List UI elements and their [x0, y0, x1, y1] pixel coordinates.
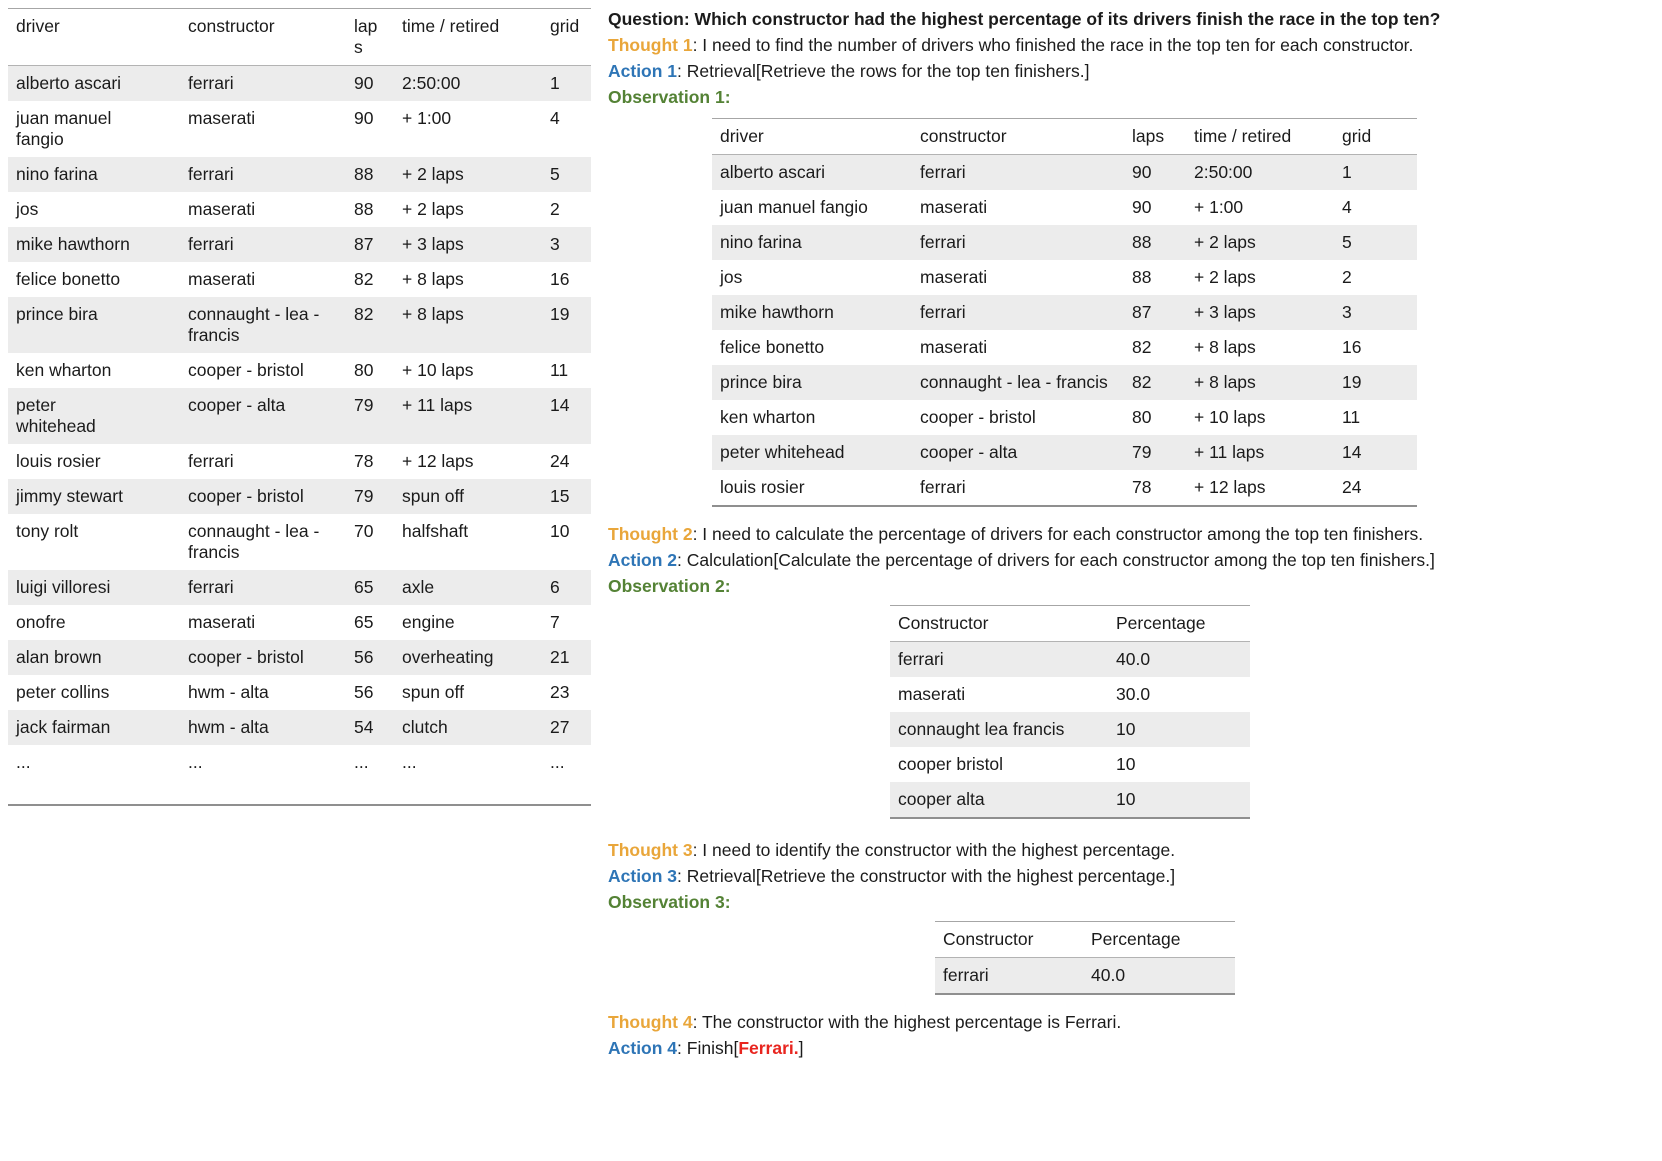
- observation-3-label: Observation 3:: [608, 892, 731, 912]
- column-header-constructor: constructor: [912, 119, 1124, 155]
- table-cell: 7: [550, 612, 560, 632]
- table-row: [890, 712, 1250, 747]
- table-cell: axle: [402, 577, 435, 597]
- race-results-table: [8, 9, 591, 780]
- thought-1-label: Thought 1: [608, 35, 693, 55]
- table-row: [935, 958, 1235, 994]
- action-4-line: [608, 1035, 1652, 1061]
- table-cell: 65: [354, 612, 374, 632]
- table-row: [890, 747, 1250, 782]
- action-3-text: Retrieval[Retrieve the constructor with the highest percentage.]: [686, 866, 1176, 886]
- column-header-time-retired: time / retired: [394, 9, 542, 66]
- table-cell: louis rosier: [720, 477, 805, 497]
- action-4-prefix: Finish[: [686, 1038, 739, 1058]
- table-cell: connaught - lea - francis: [188, 521, 320, 562]
- table-cell: spun off: [402, 682, 464, 702]
- table-cell: 56: [354, 682, 374, 702]
- observation-1-label: Observation 1:: [608, 87, 731, 107]
- observation-2-table: [890, 606, 1250, 817]
- table-cell: ...: [16, 752, 31, 772]
- table-cell: 1: [550, 73, 560, 93]
- table-cell: 2:50:00: [1194, 162, 1253, 182]
- table-cell: 21: [550, 647, 570, 667]
- table-cell: cooper alta: [898, 789, 985, 809]
- table-cell: + 11 laps: [402, 395, 473, 415]
- table-cell: alberto ascari: [720, 162, 826, 182]
- table-row: [8, 605, 591, 640]
- table-cell: mike hawthorn: [16, 234, 130, 254]
- thought-3-text: I need to identify the constructor with the highest percentage.: [702, 840, 1176, 860]
- table-cell: 16: [1342, 337, 1362, 357]
- column-header-time-retired: time / retired: [1186, 119, 1334, 155]
- table-row: [712, 155, 1417, 191]
- table-cell: 11: [550, 360, 569, 380]
- column-header-driver: driver: [712, 119, 912, 155]
- table-cell: 1: [1342, 162, 1352, 182]
- table-cell: 10: [1116, 719, 1136, 739]
- table-row: [8, 353, 591, 388]
- table-cell: peter collins: [16, 682, 110, 702]
- table-cell: 90: [354, 108, 374, 128]
- table-cell: ferrari: [188, 164, 234, 184]
- table-row: [8, 157, 591, 192]
- action-3-label: Action 3: [608, 866, 678, 886]
- table-cell: 14: [1342, 442, 1362, 462]
- table-cell: 82: [354, 304, 374, 324]
- table-cell: 80: [1132, 407, 1152, 427]
- table-cell: cooper bristol: [898, 754, 1004, 774]
- table-row: [712, 295, 1417, 330]
- question-line: [608, 6, 1652, 32]
- table-cell: cooper - bristol: [188, 486, 304, 506]
- table-cell: felice bonetto: [16, 269, 121, 289]
- table-cell: 70: [354, 521, 374, 541]
- table-cell: 78: [354, 451, 374, 471]
- table-cell: 87: [1132, 302, 1152, 322]
- table-cell: prince bira: [16, 304, 98, 324]
- table-cell: peter whitehead: [720, 442, 845, 462]
- table-row: [8, 444, 591, 479]
- table-cell: ken wharton: [16, 360, 112, 380]
- table-cell: halfshaft: [402, 521, 469, 541]
- table-row: [8, 570, 591, 605]
- table-cell: + 3 laps: [402, 234, 464, 254]
- table-row: [8, 66, 591, 102]
- column-header-driver: driver: [8, 9, 180, 66]
- table-cell: maserati: [920, 267, 988, 287]
- table-cell: + 10 laps: [402, 360, 474, 380]
- question-text: Which constructor had the highest percentage of its drivers finish the race in the top ten?: [694, 9, 1441, 29]
- table-header-row: [8, 9, 591, 66]
- table-cell: ferrari: [920, 232, 966, 252]
- table-cell: 87: [354, 234, 374, 254]
- table-row: [712, 225, 1417, 260]
- table-cell: nino farina: [16, 164, 98, 184]
- table-row: [712, 470, 1417, 505]
- column-header-laps: laps: [1124, 119, 1186, 155]
- table-row: [8, 227, 591, 262]
- table-cell: 90: [354, 73, 374, 93]
- table-row: [8, 640, 591, 675]
- table-cell: 15: [550, 486, 570, 506]
- race-results-panel: [8, 6, 608, 1061]
- table-cell: 24: [550, 451, 570, 471]
- table-header-row: [712, 119, 1417, 155]
- table-cell: 2:50:00: [402, 73, 461, 93]
- table-cell: 40.0: [1116, 649, 1151, 669]
- table-cell: peter whitehead: [16, 395, 96, 436]
- thought-3-label: Thought 3: [608, 840, 693, 860]
- table-header-row: [935, 922, 1235, 958]
- table-cell: 24: [1342, 477, 1362, 497]
- thought-1-text: I need to find the number of drivers who finished the race in the top ten for each constructor.: [702, 35, 1414, 55]
- table-cell: cooper - bristol: [188, 360, 304, 380]
- table-cell: + 8 laps: [1194, 337, 1256, 357]
- label-separator: :: [692, 524, 703, 544]
- table-row: [8, 745, 591, 780]
- label-separator: :: [677, 866, 687, 886]
- column-header-constructor: constructor: [180, 9, 346, 66]
- label-separator: :: [692, 35, 703, 55]
- table-row: [712, 435, 1417, 470]
- table-cell: 30.0: [1116, 684, 1151, 704]
- table-cell: ...: [188, 752, 203, 772]
- table-cell: 80: [354, 360, 374, 380]
- table-cell: 11: [1342, 407, 1361, 427]
- table-cell: 4: [550, 108, 560, 128]
- table-row: [8, 388, 591, 444]
- table-cell: 65: [354, 577, 374, 597]
- table-cell: ferrari: [943, 965, 989, 985]
- observation-2-label: Observation 2:: [608, 576, 731, 596]
- table-cell: maserati: [920, 337, 988, 357]
- table-cell: 19: [550, 304, 570, 324]
- table-row: [712, 190, 1417, 225]
- table-cell: cooper - bristol: [188, 647, 304, 667]
- column-header-percentage: Percentage: [1083, 922, 1235, 958]
- table-cell: alberto ascari: [16, 73, 122, 93]
- action-2-label: Action 2: [608, 550, 678, 570]
- table-cell: 88: [354, 199, 374, 219]
- thought-3-line: [608, 837, 1652, 863]
- table-row: [712, 400, 1417, 435]
- column-header-laps: laps: [346, 9, 394, 66]
- table-row: [712, 260, 1417, 295]
- table-row: [8, 262, 591, 297]
- table-cell: ferrari: [188, 73, 234, 93]
- table-cell: maserati: [188, 199, 256, 219]
- table-row: [8, 297, 591, 353]
- table-cell: ferrari: [188, 577, 234, 597]
- table-cell: ferrari: [898, 649, 944, 669]
- table-cell: alan brown: [16, 647, 102, 667]
- table-cell: 19: [1342, 372, 1362, 392]
- table-cell: maserati: [898, 684, 966, 704]
- action-2-line: [608, 547, 1652, 573]
- table-cell: 5: [550, 164, 560, 184]
- final-answer: Ferrari.: [738, 1038, 799, 1058]
- table-cell: ferrari: [188, 234, 234, 254]
- label-separator: :: [692, 1012, 702, 1032]
- observation-3-line: [608, 889, 1652, 915]
- action-4-suffix: ]: [798, 1038, 804, 1058]
- table-cell: + 3 laps: [1194, 302, 1256, 322]
- observation-1-table: [712, 119, 1417, 505]
- action-4-label: Action 4: [608, 1038, 678, 1058]
- table-cell: 10: [1116, 754, 1136, 774]
- table-cell: spun off: [402, 486, 464, 506]
- table-cell: 40.0: [1091, 965, 1126, 985]
- table-cell: 79: [354, 395, 374, 415]
- table-cell: ...: [550, 752, 565, 772]
- table-cell: 82: [1132, 372, 1152, 392]
- table-cell: jos: [720, 267, 743, 287]
- thought-4-label: Thought 4: [608, 1012, 693, 1032]
- table-cell: ...: [354, 752, 369, 772]
- table-cell: + 8 laps: [1194, 372, 1256, 392]
- table-cell: hwm - alta: [188, 717, 269, 737]
- table-cell: 88: [1132, 232, 1152, 252]
- action-2-text: Calculation[Calculate the percentage of drivers for each constructor among the top ten finishers.]: [686, 550, 1435, 570]
- thought-2-line: [608, 521, 1652, 547]
- table-cell: + 2 laps: [402, 164, 464, 184]
- table-cell: 3: [1342, 302, 1352, 322]
- table-row: [8, 479, 591, 514]
- label-separator: :: [677, 61, 687, 81]
- label-separator: :: [677, 550, 687, 570]
- table-cell: clutch: [402, 717, 448, 737]
- question-label: Question: [608, 9, 684, 29]
- table-cell: 82: [1132, 337, 1152, 357]
- table-cell: + 1:00: [1194, 197, 1244, 217]
- table-cell: cooper - alta: [920, 442, 1018, 462]
- observation-2-table-wrap: [890, 605, 1250, 819]
- table-cell: 78: [1132, 477, 1152, 497]
- observation-1-table-wrap: [712, 118, 1417, 507]
- table-cell: connaught lea francis: [898, 719, 1065, 739]
- table-row: [8, 514, 591, 570]
- table-row: [8, 101, 591, 157]
- table-row: [890, 642, 1250, 678]
- table-cell: + 11 laps: [1194, 442, 1265, 462]
- table-cell: ferrari: [920, 162, 966, 182]
- reasoning-trace: [608, 6, 1652, 1061]
- table-cell: ferrari: [188, 451, 234, 471]
- table-cell: + 12 laps: [402, 451, 474, 471]
- table-cell: 5: [1342, 232, 1352, 252]
- table-cell: 82: [354, 269, 374, 289]
- observation-2-table-body: [890, 642, 1250, 818]
- table-cell: juan manuel fangio: [16, 108, 112, 149]
- table-cell: maserati: [188, 269, 256, 289]
- table-row: [890, 782, 1250, 817]
- table-cell: 90: [1132, 197, 1152, 217]
- table-cell: ...: [402, 752, 417, 772]
- thought-2-label: Thought 2: [608, 524, 693, 544]
- race-results-table-body: [8, 66, 591, 781]
- label-separator: :: [683, 9, 695, 29]
- table-cell: cooper - alta: [188, 395, 286, 415]
- table-cell: 10: [550, 521, 570, 541]
- table-row: [8, 192, 591, 227]
- table-row: [890, 677, 1250, 712]
- table-cell: + 1:00: [402, 108, 452, 128]
- table-cell: 79: [1132, 442, 1152, 462]
- action-1-label: Action 1: [608, 61, 678, 81]
- thought-1-line: [608, 32, 1652, 58]
- table-cell: + 10 laps: [1194, 407, 1266, 427]
- observation-3-table-wrap: [935, 921, 1235, 995]
- table-cell: + 2 laps: [1194, 267, 1256, 287]
- observation-1-table-body: [712, 155, 1417, 506]
- table-cell: onofre: [16, 612, 66, 632]
- table-cell: felice bonetto: [720, 337, 825, 357]
- table-cell: connaught - lea - francis: [188, 304, 320, 345]
- observation-2-line: [608, 573, 1652, 599]
- table-cell: ken wharton: [720, 407, 816, 427]
- race-results-table-wrap: [8, 8, 591, 806]
- table-cell: 3: [550, 234, 560, 254]
- table-cell: 16: [550, 269, 570, 289]
- table-cell: 88: [354, 164, 374, 184]
- action-1-line: [608, 58, 1652, 84]
- table-cell: tony rolt: [16, 521, 79, 541]
- table-cell: 27: [550, 717, 570, 737]
- table-cell: 56: [354, 647, 374, 667]
- table-cell: cooper - bristol: [920, 407, 1036, 427]
- column-header-grid: grid: [1334, 119, 1417, 155]
- table-cell: mike hawthorn: [720, 302, 834, 322]
- table-cell: 2: [550, 199, 560, 219]
- table-cell: 10: [1116, 789, 1136, 809]
- table-cell: luigi villoresi: [16, 577, 111, 597]
- table-cell: + 12 laps: [1194, 477, 1266, 497]
- table-cell: jack fairman: [16, 717, 111, 737]
- table-cell: prince bira: [720, 372, 802, 392]
- table-cell: 14: [550, 395, 570, 415]
- table-cell: 79: [354, 486, 374, 506]
- table-cell: 2: [1342, 267, 1352, 287]
- action-3-line: [608, 863, 1652, 889]
- table-cell: 6: [550, 577, 560, 597]
- label-separator: :: [677, 1038, 687, 1058]
- column-header-percentage: Percentage: [1108, 606, 1250, 642]
- table-row: [712, 365, 1417, 400]
- table-cell: juan manuel fangio: [720, 197, 868, 217]
- table-cell: 54: [354, 717, 374, 737]
- table-cell: + 8 laps: [402, 269, 464, 289]
- table-cell: 88: [1132, 267, 1152, 287]
- table-cell: overheating: [402, 647, 494, 667]
- column-header-constructor: Constructor: [890, 606, 1108, 642]
- table-cell: nino farina: [720, 232, 802, 252]
- table-cell: ferrari: [920, 302, 966, 322]
- table-cell: 4: [1342, 197, 1352, 217]
- observation-3-table-body: [935, 958, 1235, 994]
- table-row: [8, 675, 591, 710]
- table-cell: ferrari: [920, 477, 966, 497]
- label-separator: :: [692, 840, 703, 860]
- column-header-constructor: Constructor: [935, 922, 1083, 958]
- thought-4-line: [608, 1009, 1652, 1035]
- table-cell: jos: [16, 199, 39, 219]
- table-cell: 23: [550, 682, 570, 702]
- table-cell: + 2 laps: [402, 199, 464, 219]
- observation-1-line: [608, 84, 1652, 110]
- table-cell: + 2 laps: [1194, 232, 1256, 252]
- table-header-row: [890, 606, 1250, 642]
- table-cell: maserati: [920, 197, 988, 217]
- table-cell: maserati: [188, 612, 256, 632]
- thought-4-text: The constructor with the highest percentage is Ferrari.: [701, 1012, 1122, 1032]
- table-row: [8, 710, 591, 745]
- thought-2-text: I need to calculate the percentage of drivers for each constructor among the top ten finishers.: [702, 524, 1424, 544]
- table-cell: maserati: [188, 108, 256, 128]
- table-cell: louis rosier: [16, 451, 101, 471]
- table-cell: + 8 laps: [402, 304, 464, 324]
- table-cell: jimmy stewart: [16, 486, 123, 506]
- table-cell: connaught - lea - francis: [920, 372, 1108, 392]
- table-cell: hwm - alta: [188, 682, 269, 702]
- table-row: [712, 330, 1417, 365]
- table-cell: engine: [402, 612, 455, 632]
- column-header-grid: grid: [542, 9, 591, 66]
- observation-3-table: [935, 922, 1235, 993]
- table-cell: 90: [1132, 162, 1152, 182]
- action-1-text: Retrieval[Retrieve the rows for the top ten finishers.]: [686, 61, 1090, 81]
